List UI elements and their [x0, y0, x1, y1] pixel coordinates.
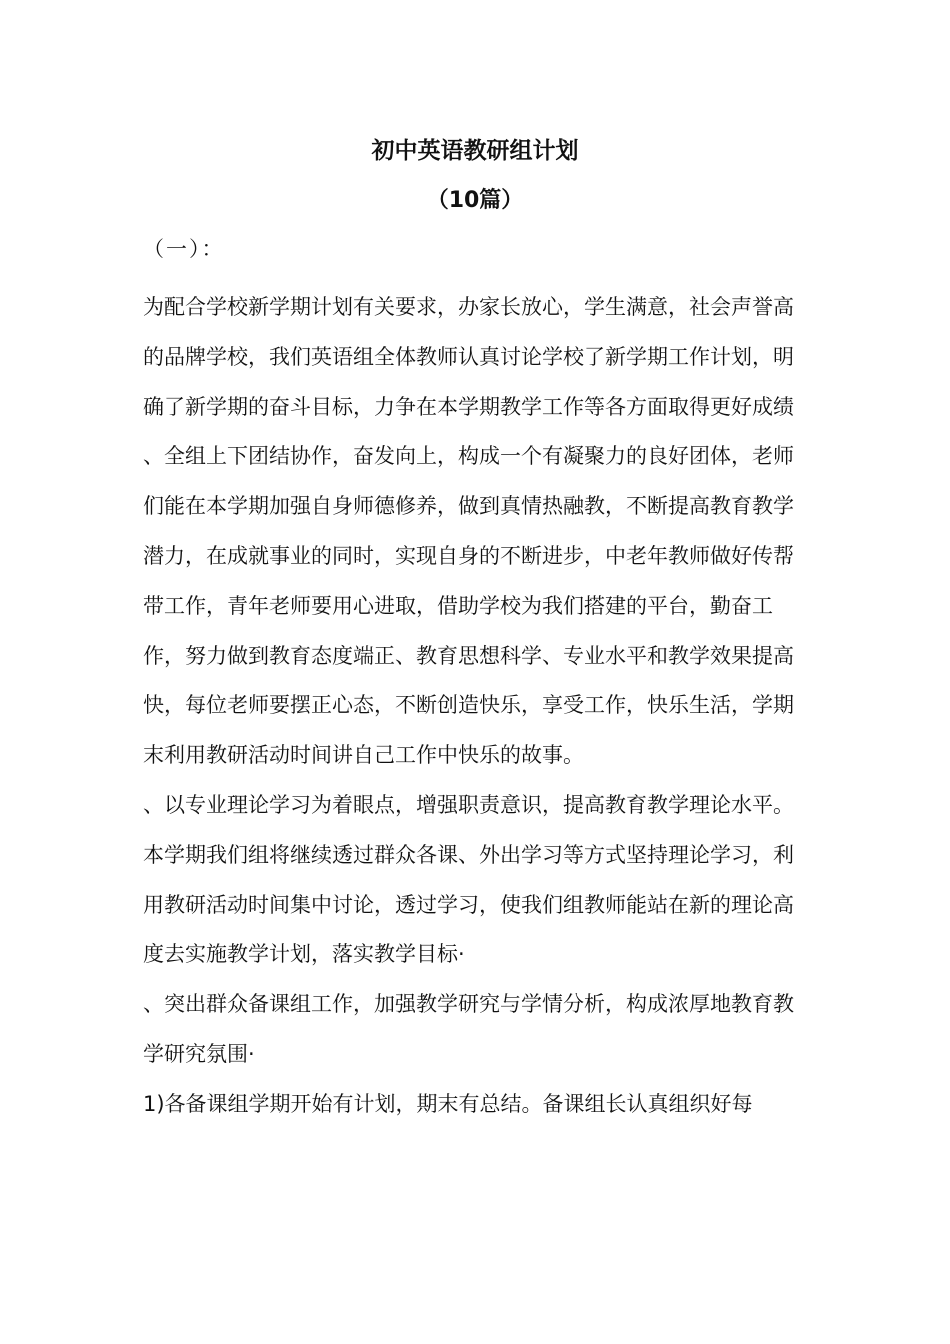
- body-text: [143, 283, 808, 1130]
- paragraph-theory-study: 、以专业理论学习为着眼点，增强职责意识，提高教育教学理论水平。本学期我们组将继续透过群众各课、外出学习等方式坚持理论学习，利用教研活动时间集中讨论，透过学习，使我们组教师能站在新的理论高度去实施教学计划，落实教学目标·: [143, 792, 794, 967]
- section-label: （一）：: [143, 237, 225, 261]
- paragraph-teamwork: 、全组上下团结协作，奋发向上，构成一个有凝聚力的良好团体，老师们能在本学期加强自身师德修养，做到真情热融教，不断提高教育教学潜力，在成就事业的同时，实现自身的不断进步，中老年教师做好传帮带工作，青年老师要用心进取，借助学校为我们搭建的平台，勤奋工作，努力做到教育态度端正、教育思想科学、专业水平和教学效果提高快，每位老师要摆正心态，不断创造快乐，享受工作，快乐生活，学期末利用教研活动时间讲自己工作中快乐的故事。: [143, 444, 794, 768]
- page-title: 初中英语教研组计划: [371, 138, 579, 164]
- page-subtitle: （10篇）: [426, 188, 524, 213]
- paragraph-lesson-prep: 、突出群众备课组工作，加强教学研究与学情分析，构成浓厚地教育教学研究氛围·: [143, 992, 794, 1066]
- paragraph-item-1: 1)各备课组学期开始有计划，期末有总结。备课组长认真组织好每: [143, 1091, 753, 1116]
- paragraph-intro: 为配合学校新学期计划有关要求，办家长放心，学生满意，社会声誉高的品牌学校，我们英语组全体教师认真讨论学校了新学期工作计划，明确了新学期的奋斗目标，力争在本学期教学工作等各方面取得更好成绩: [143, 295, 794, 419]
